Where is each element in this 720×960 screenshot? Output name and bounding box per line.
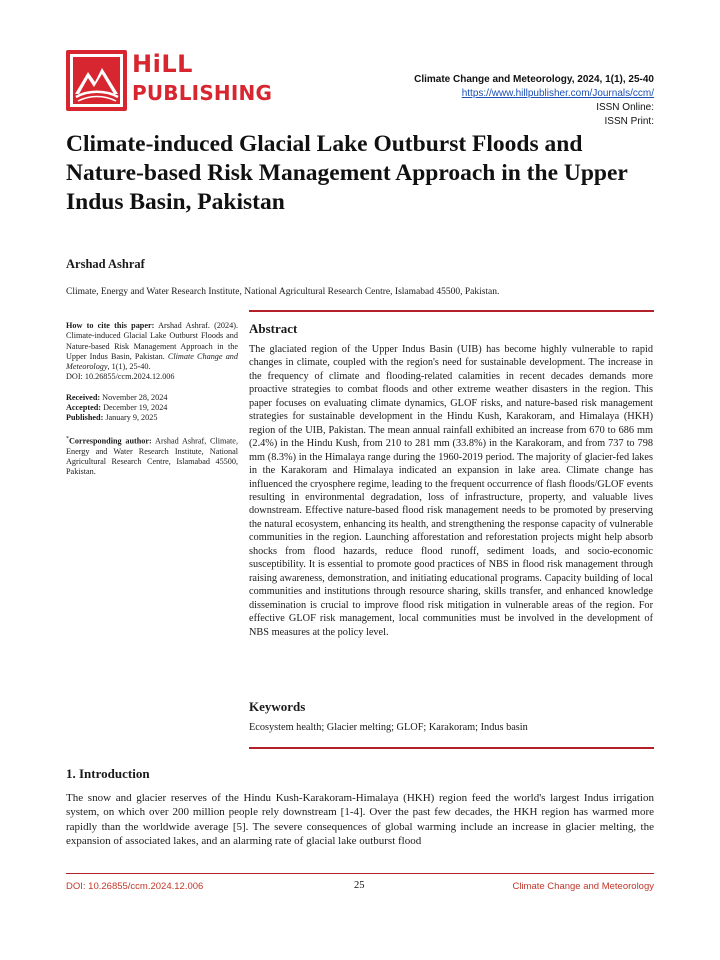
cite-journal: Climate Change and Meteorology [66,351,238,372]
article-dates [66,393,238,424]
author-name: Arshad Ashraf [66,257,145,271]
published-label: Published: [66,413,104,423]
cite-label: How to cite this paper: [66,321,155,330]
footer-journal-name: Climate Change and Meteorology [512,881,654,892]
journal-info [414,73,654,129]
issn-online: ISSN Online: [596,102,654,113]
sidebar-article-info [66,321,238,485]
corr-star: * [66,435,69,442]
corresponding-author [66,434,238,478]
accepted-date: December 19, 2024 [101,403,168,413]
publisher-name-line1: HiLL [132,50,193,78]
keywords-text: Ecosystem health; Glacier melting; GLOF; Karakoram; Indus basin [249,722,528,733]
accepted-label: Accepted: [66,403,102,413]
abstract-heading: Abstract [249,321,298,336]
page-number: 25 [354,880,365,891]
journal-url-link[interactable]: https://www.hillpublisher.com/Journals/ccm/ [461,88,654,99]
introduction-text: The snow and glacier reserves of the Hindu Kush-Karakoram-Himalaya (HKH) region feed the world's largest Indus irrigation system, on which over 200 million people rely downstream [1-4]. Over the past few decades, the HKH region has warmed more rapidly than the worldwide average [5]. The severe consequences of global warming include an increase in glacier melting, the expansion of associated lakes, and an alarming rate of glacial lake outburst flood [66,792,654,848]
mountain-logo-icon [66,50,127,111]
abstract-text: The glaciated region of the Upper Indus Basin (UIB) has become highly vulnerable to rapid changes in climate, coupled with the region's need for sustainable development. The increase in the frequency of climate and flooding-related calamities in recent decades demands more proactive strategies to combat floods and other extreme weather disasters in the region. This paper focuses on evaluating climate dynamics, GLOF risks, and nature-based risk management strategies for sustainable development in the Hindu Kush, Karakoram, and Himalaya (HKH) region of the UIB, Pakistan. The mean annual rainfall exhibited an increase from 670 to 686 mm (2.4%) in the Hindu Kush, from 210 to 281 mm (33.8%) in the Karakoram, and from 737 to 798 mm (8.3%) in the Himalaya range during the 1960-2019 period. The majority of glacier-fed lakes in the Karakoram and Himalaya indicated an expansion in lake area. Climate change has influenced the cryosphere regime, leading to the frequent occurrence of flash floods/GLOF events resulting in environmental degradation, loss of infrastructure, property, and valuable lives downstream. Effective nature-based flood risk management needs to be promoted by preserving the natural ecosystem, enhancing its health, and strengthening the response capacity of vulnerable communities in the region. Launching afforestation and reforestation projects might help absorb shocks from flood hazards, reduce flood runoff, sediment loads, and socio-economic susceptibility. It is essential to promote good practices of NBS in flood risk management through raising awareness, demonstration, and initiating educational programs. Capacity building of local communities and institutions through resource sharing, skills transfer, and enhanced knowledge dissemination is crucial to improve flood risk mitigation in vulnerable areas of the region. For effective GLOF risk management, local communities must be involved in the development of NBS measures at the policy level. [249,344,654,638]
paper-title: Climate-induced Glacial Lake Outburst Floods and Nature-based Risk Management Approach in the Upper Indus Basin, Pakistan [66,131,628,215]
corr-label: Corresponding author: [69,436,152,446]
footer-doi: DOI: 10.26855/ccm.2024.12.006 [66,881,204,892]
issn-print: ISSN Print: [604,116,654,127]
cite-tail: , 1(1), 25-40. [107,362,151,372]
received-date: November 28, 2024 [100,392,168,402]
corr-text: Arshad Ashraf, Climate, Energy and Water Research Institute, National Agricultural Research Centre, Islamabad 45500, Pakistan. [66,436,238,477]
author-affiliation: Climate, Energy and Water Research Institute, National Agricultural Research Centre, Islamabad 45500, Pakistan. [66,287,500,297]
affiliation-divider [249,310,654,312]
keywords-divider [249,747,654,749]
publisher-name-line2: PUBLISHING [132,81,273,105]
cite-doi: DOI: 10.26855/ccm.2024.12.006 [66,372,175,382]
footer-divider [66,873,654,874]
how-to-cite [66,321,238,383]
received-label: Received: [66,392,101,402]
keywords-heading: Keywords [249,699,306,714]
journal-citation-line: Climate Change and Meteorology, 2024, 1(1), 25-40 [414,74,654,85]
introduction-heading: 1. Introduction [66,766,150,781]
publisher-logo [66,50,286,112]
published-date: January 9, 2025 [103,413,158,423]
cite-text: Arshad Ashraf. (2024). Climate-induced Glacial Lake Outburst Floods and Nature-based Risk Management Approach in the Upper Indus Basin, Pakistan. [66,321,238,361]
